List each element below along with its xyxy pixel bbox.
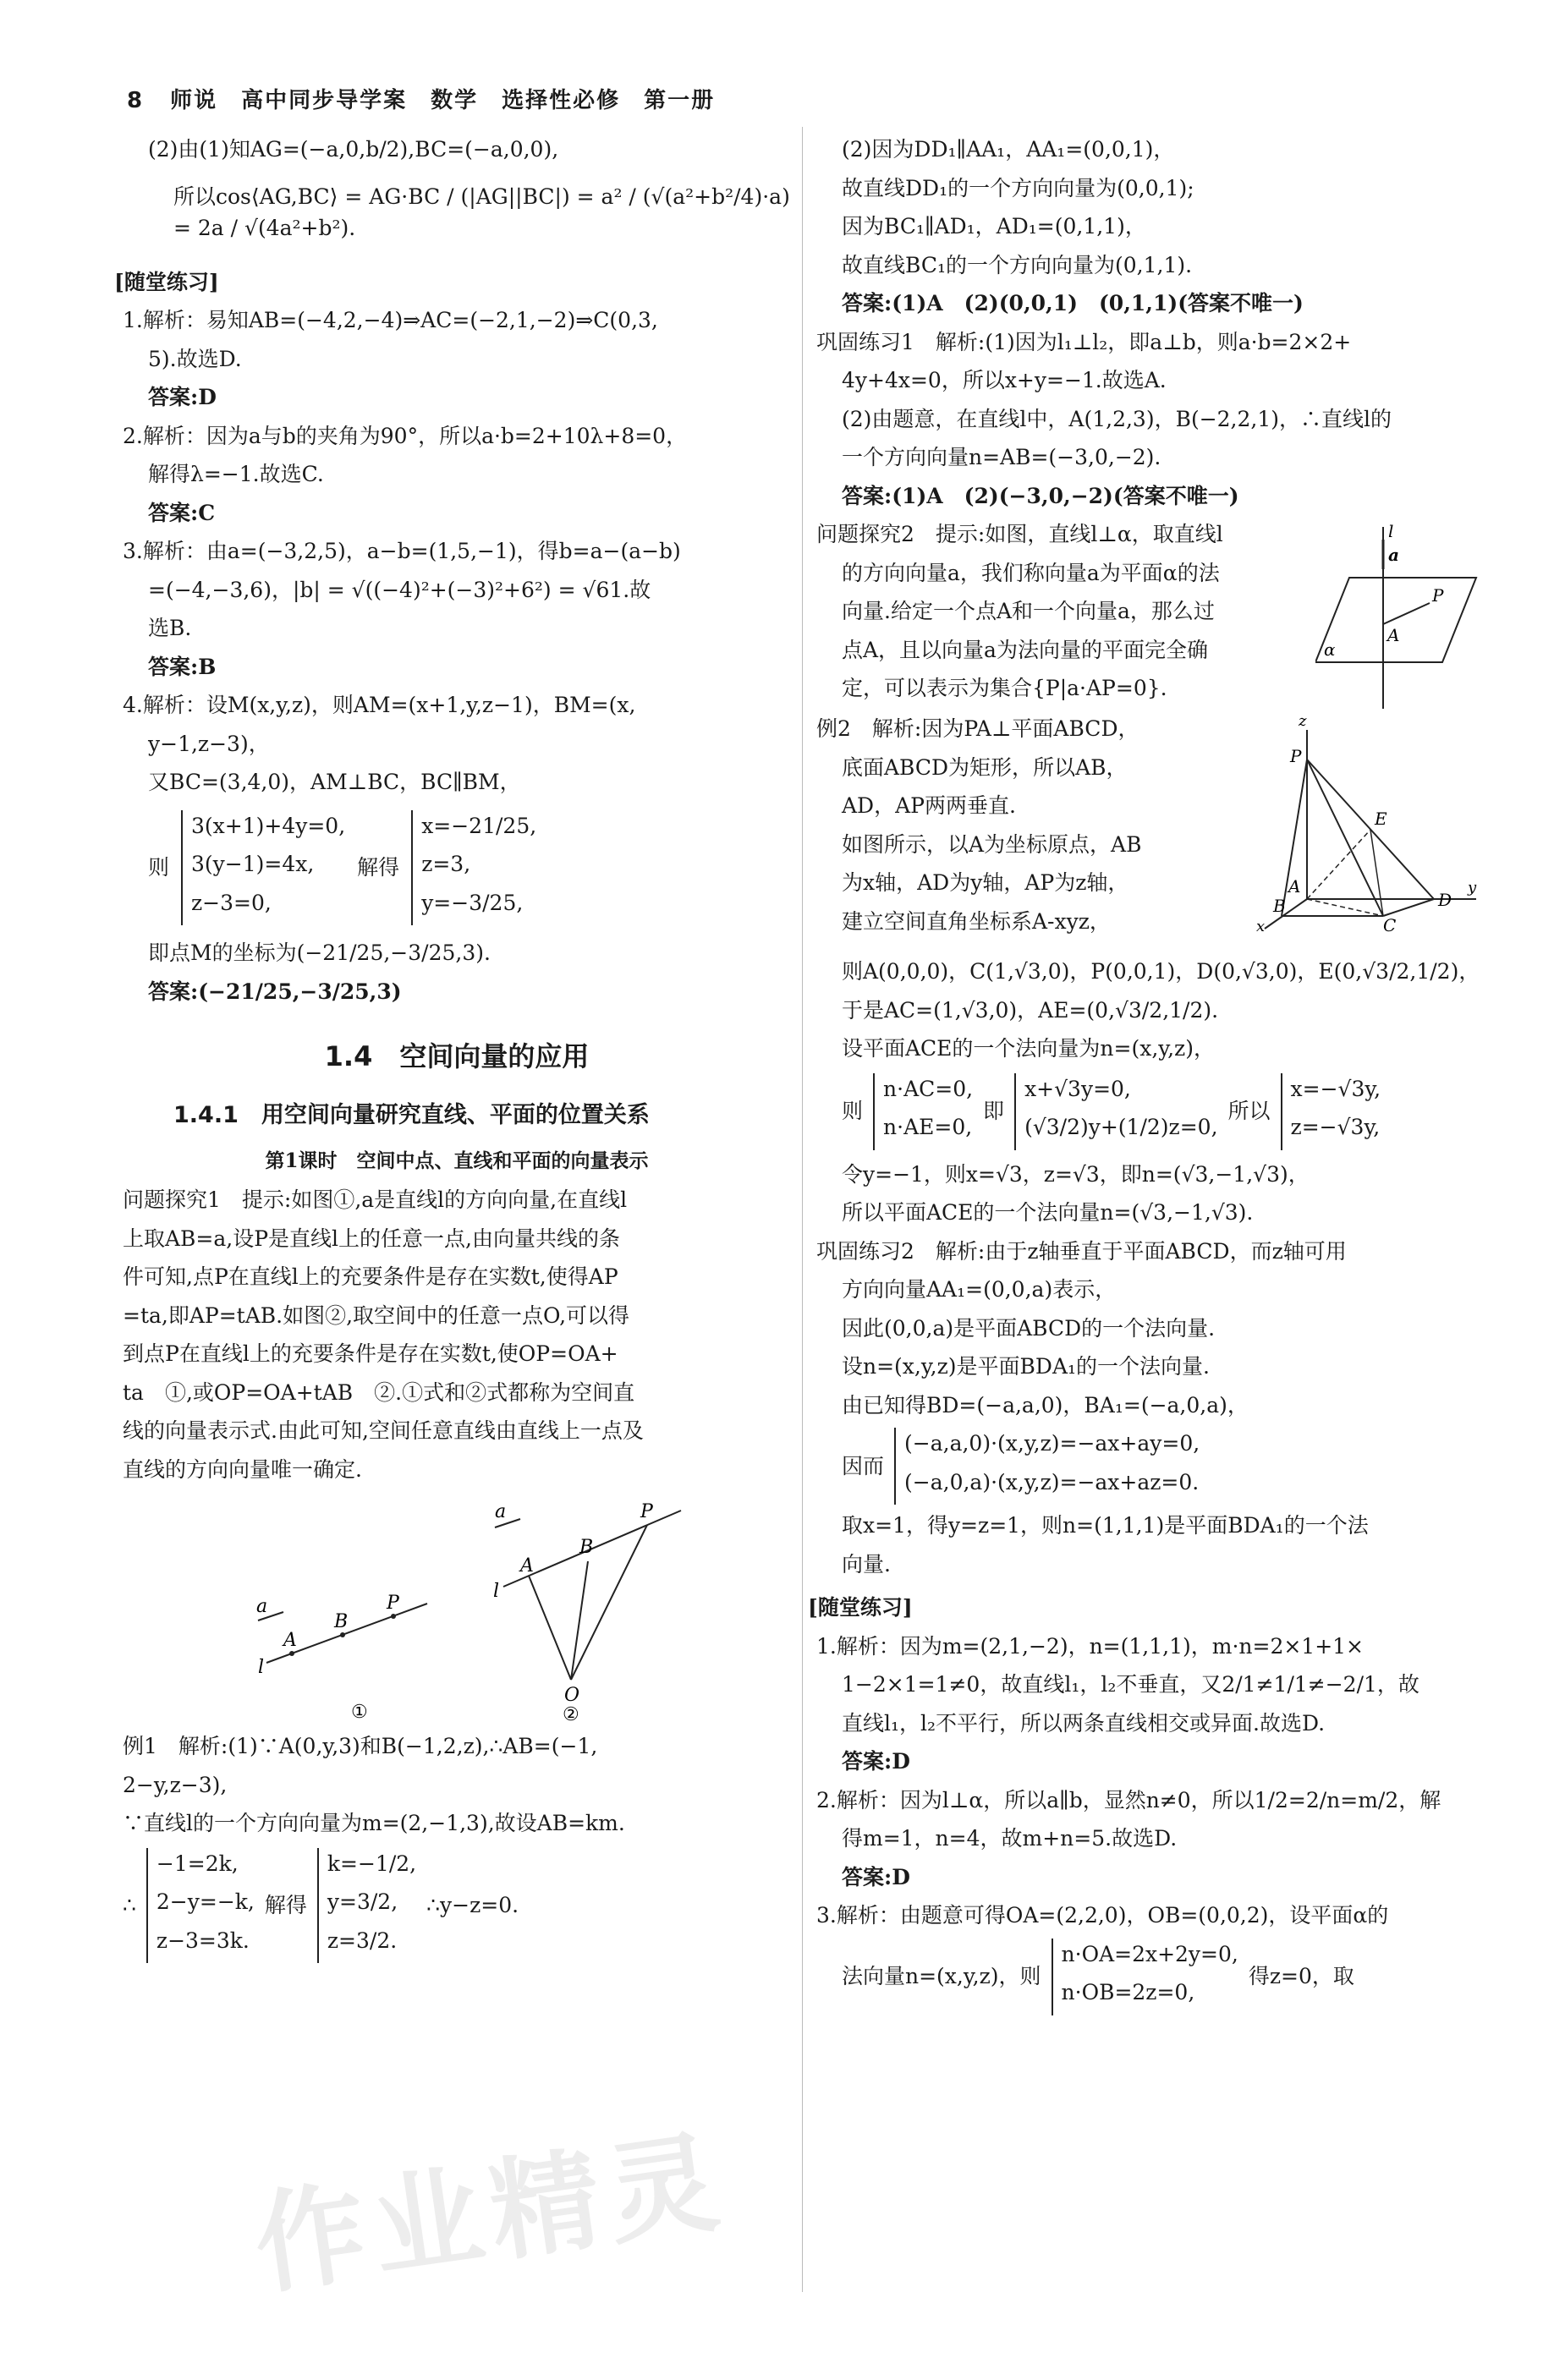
equation: n·OB=2z=0, <box>1061 1980 1195 2004</box>
question-2: 2.解析：因为a与b的夹角为90°，所以a·b=2+10λ+8=0， <box>123 423 688 448</box>
point-P <box>391 1614 396 1619</box>
text-line: 令y=−1，则x=√3，z=√3，即n=(√3,−1,√3)， <box>842 1161 1310 1187</box>
text-line: 故直线BC₁的一个方向向量为(0,1,1). <box>842 252 1193 277</box>
consolidate-2: 巩固练习2 解析:由于z轴垂直于平面ABCD，而z轴可用 <box>816 1238 1347 1264</box>
label-P: P <box>640 1501 653 1522</box>
text-line: 5).故选D. <box>148 346 242 371</box>
equation: (−a,a,0)·(x,y,z)=−ax+ay=0, <box>904 1431 1200 1456</box>
label-B: B <box>1273 896 1286 916</box>
coordinate-figure <box>1256 713 1485 933</box>
text-line: 得m=1，n=4，故m+n=5.故选D. <box>842 1826 1178 1851</box>
label-x: x <box>1256 918 1266 933</box>
figure-1 <box>256 1593 427 1722</box>
text-line: 又BC=(3,4,0)，AM⊥BC，BC∥BM， <box>148 770 521 794</box>
label-B: B <box>579 1537 594 1558</box>
text-line: 解得λ=−1.故选C. <box>148 462 324 486</box>
label-a: a <box>256 1596 268 1617</box>
point-B <box>340 1632 345 1637</box>
text-line: 4y+4x=0，所以x+y=−1.故选A. <box>842 368 1167 392</box>
text-line: 定，可以表示为集合{P|a·AP=0}. <box>842 676 1167 700</box>
practice-heading: [随堂练习] <box>114 269 219 294</box>
system-mid: 所以 <box>1227 1099 1271 1124</box>
figure-2-caption: ② <box>563 1704 579 1722</box>
label-y: y <box>1468 879 1477 897</box>
lesson-title: 第1课时 空间中点、直线和平面的向量表示 <box>265 1149 649 1172</box>
equation: n·AC=0, <box>883 1076 974 1101</box>
example-2: 例2 解析:因为PA⊥平面ABCD， <box>816 716 1139 741</box>
watermark: 作业精灵 <box>247 2116 734 2311</box>
text-line: ta ①,或OP=OA+tAB ②.①式和②式都称为空间直 <box>123 1379 635 1405</box>
text-line: 线的向量表示式.由此可知,空间任意直线由直线上一点及 <box>123 1418 644 1443</box>
text-line: 直线的方向向量唯一确定. <box>123 1456 362 1482</box>
text-line: 即点M的坐标为(−21/25,−3/25,3). <box>148 940 491 965</box>
label-alpha: α <box>1324 639 1336 660</box>
equation: y=3/2, <box>327 1889 398 1914</box>
equation: z=3, <box>421 852 471 876</box>
text-line: 如图所示，以A为坐标原点，AB <box>842 831 1142 857</box>
label-A: A <box>283 1630 297 1651</box>
figure-1-caption: ① <box>351 1702 368 1722</box>
text-line: 直线l₁，l₂不平行，所以两条直线相交或异面.故选D. <box>842 1710 1326 1736</box>
right-column <box>808 134 1485 2015</box>
system-1 <box>873 1073 973 1150</box>
text-line: (2)由题意，在直线l中，A(1,2,3)，B(−2,2,1)，∴直线l的 <box>842 406 1392 431</box>
answer: 答案:D <box>148 385 217 409</box>
label-A: A <box>520 1555 534 1577</box>
equation: z−3=3k. <box>156 1928 250 1953</box>
equation-system <box>816 1939 1485 2015</box>
text-line: 建立空间直角坐标系A-xyz， <box>842 908 1111 934</box>
equation: k=−1/2, <box>327 1851 417 1876</box>
edge-CD <box>1383 899 1434 916</box>
label-a: a <box>495 1501 507 1522</box>
page-header <box>127 85 804 118</box>
text-line: 所以平面ACE的一个法向量n=(√3,−1,√3). <box>842 1200 1254 1225</box>
axis-x <box>1265 899 1307 929</box>
text-line: 底面ABCD为矩形，所以AB， <box>842 754 1128 780</box>
text-line: =(−4,−3,6)，|b| = √((−4)²+(−3)²+6²) = √61.故 <box>148 577 651 602</box>
text-line: 的方向向量a，我们称向量a为平面α的法 <box>842 560 1220 585</box>
system-right <box>411 810 536 926</box>
equation: −1=2k, <box>156 1851 239 1876</box>
text-line: 方向向量AA₁=(0,0,a)表示， <box>842 1277 1117 1302</box>
text-line: 一个方向向量n=AB=(−3,0,−2). <box>842 445 1161 469</box>
label-O: O <box>564 1685 580 1706</box>
equation: (√3/2)y+(1/2)z=0, <box>1024 1115 1218 1139</box>
figure-2 <box>493 1501 681 1722</box>
vector-AP <box>1383 603 1430 624</box>
explore-2: 问题探究2 提示:如图，直线l⊥α，取直线l <box>816 522 1223 546</box>
line-figures <box>241 1494 715 1722</box>
text-line: 上取AB=a,设P是直线l上的任意一点,由向量共线的条 <box>123 1226 620 1251</box>
text-line: 点A，且以向量a为法向量的平面完全确 <box>842 637 1208 662</box>
example-1: 例1 解析:(1)∵A(0,y,3)和B(−1,2,z),∴AB=(−1, <box>123 1734 598 1758</box>
equation: z=3/2. <box>327 1928 398 1953</box>
conclusion: ∴y−z=0. <box>426 1893 519 1917</box>
text-line: 因为BC₁∥AD₁，AD₁=(0,1,1)， <box>842 214 1146 239</box>
answer: 答案:B <box>148 654 217 679</box>
label-A: A <box>1288 876 1301 897</box>
system-mid: 解得 <box>357 855 400 880</box>
text-line: 设平面ACE的一个法向量为n=(x,y,z)， <box>842 1036 1215 1061</box>
equation: 3(y−1)=4x, <box>191 852 315 876</box>
question-3: 3.解析：由a=(−3,2,5)，a−b=(1,5,−1)，得b=a−(a−b) <box>123 539 681 563</box>
consolidate-1: 巩固练习1 解析:(1)因为l₁⊥l₂，即a⊥b，则a·b=2×2+ <box>816 329 1352 354</box>
question-2: 2.解析：因为l⊥α，所以a∥b，显然n≠0，所以1/2=2/n=m/2，解 <box>816 1787 1441 1812</box>
question-1: 1.解析：因为m=(2,1,−2)，n=(1,1,1)，m·n=2×1+1× <box>816 1633 1364 1659</box>
text-line: 件可知,点P在直线l上的充要条件是存在实数t,使得AP <box>123 1264 618 1289</box>
text-line: 于是AC=(1,√3,0)，AE=(0,√3/2,1/2). <box>842 997 1219 1023</box>
text-line: 为x轴，AD为y轴，AP为z轴， <box>842 870 1129 895</box>
text-line: 故直线DD₁的一个方向向量为(0,0,1); <box>842 175 1194 200</box>
label-E: E <box>1375 809 1387 829</box>
answer: 答案:D <box>842 1749 910 1774</box>
label-C: C <box>1383 915 1397 933</box>
plane-alpha <box>1315 578 1476 662</box>
label-z: z <box>1299 713 1307 730</box>
equation: 2−y=−k, <box>156 1889 255 1914</box>
question-3: 3.解析：由题意可得OA=(2,2,0)，OB=(0,0,2)，设平面α的 <box>816 1903 1389 1928</box>
system-right <box>317 1848 416 1964</box>
text-line: ∵直线l的一个方向向量为m=(2,−1,3),故设AB=km. <box>123 1811 625 1835</box>
equation: z=−√3y, <box>1290 1115 1381 1139</box>
system-lead: 因而 <box>842 1453 885 1478</box>
equation-system <box>816 1428 1485 1505</box>
practice-heading: [随堂练习] <box>808 1595 913 1620</box>
system-lead: 则 <box>148 855 170 880</box>
equation: x+√3y=0, <box>1024 1076 1131 1101</box>
label-P: P <box>1290 746 1302 766</box>
left-column <box>114 134 791 1963</box>
text-line: 向量.给定一个点A和一个向量a，那么过 <box>842 599 1215 623</box>
text-line: 到点P在直线l上的充要条件是存在实数t,使OP=OA+ <box>123 1341 618 1366</box>
system-lead: ∴ <box>123 1893 136 1917</box>
text-line: 由已知得BD=(−a,a,0)，BA₁=(−a,0,a)， <box>842 1392 1249 1418</box>
label-P: P <box>1432 585 1444 606</box>
equation: x=−√3y, <box>1290 1076 1381 1101</box>
label-D: D <box>1438 890 1452 910</box>
system-2 <box>1014 1073 1217 1150</box>
column-divider <box>802 127 803 2292</box>
text-line: 2−y,z−3), <box>123 1772 228 1797</box>
equation: n·OA=2x+2y=0, <box>1061 1941 1238 1966</box>
system-mid: 解得 <box>264 1893 307 1917</box>
book-title: 师说 高中同步导学案 数学 选择性必修 第一册 <box>170 88 716 113</box>
equation: 3(x+1)+4y=0, <box>191 813 346 838</box>
text-line: 取x=1，得y=z=1，则n=(1,1,1)是平面BDA₁的一个法 <box>842 1513 1369 1538</box>
equation: y=−3/25, <box>421 890 524 915</box>
text-line: =ta,即AP=tAB.如图②,取空间中的任意一点O,可以得 <box>123 1302 630 1328</box>
equation: x=−21/25, <box>421 813 537 838</box>
label-l: l <box>493 1581 500 1602</box>
text-line: 设n=(x,y,z)是平面BDA₁的一个法向量. <box>842 1354 1210 1379</box>
formula-line: 所以cos⟨AG,BC⟩ = AG·BC / (|AG||BC|) = a² / (√(a²+b²/4)·a) = 2a / √(4a²+b²). <box>173 184 790 240</box>
page-number: 8 <box>127 88 145 113</box>
system-1 <box>894 1428 1200 1505</box>
section-title: 1.4 空间向量的应用 <box>324 1040 590 1072</box>
label-B: B <box>334 1611 349 1632</box>
explore-1: 问题探究1 提示:如图①,a是直线l的方向向量,在直线l <box>123 1187 628 1212</box>
text-line: 因此(0,0,a)是平面ABCD的一个法向量. <box>842 1315 1216 1341</box>
question-4: 4.解析：设M(x,y,z)，则AM=(x+1,y,z−1)，BM=(x, <box>123 693 636 717</box>
label-A: A <box>1387 625 1400 645</box>
system-tail: 得z=0，取 <box>1248 1964 1354 1989</box>
text-line: y−1,z−3)， <box>148 731 270 756</box>
label-a: a <box>1388 545 1399 565</box>
label-P: P <box>387 1593 399 1614</box>
equation-system <box>816 1073 1485 1150</box>
subsection-title: 1.4.1 用空间向量研究直线、平面的位置关系 <box>173 1102 650 1128</box>
equation: z−3=0, <box>191 890 272 915</box>
equation-system <box>123 810 791 926</box>
segment-AE <box>1307 830 1370 899</box>
equation: n·AE=0, <box>883 1115 973 1139</box>
equation: (−a,0,a)·(x,y,z)=−ax+az=0. <box>904 1469 1200 1494</box>
system-left <box>181 810 345 926</box>
system-left <box>146 1848 255 1964</box>
point-A <box>289 1651 294 1656</box>
segment-AC <box>1307 899 1383 916</box>
label-l: l <box>1388 521 1394 541</box>
answer: 答案:(1)A (2)(0,0,1) (0,1,1)(答案不唯一) <box>842 291 1304 315</box>
system-3 <box>1281 1073 1381 1150</box>
text-line: 则A(0,0,0)，C(1,√3,0)，P(0,0,1)，D(0,√3,0)，E(0,√3/2,1/2)， <box>842 959 1480 984</box>
text-line: (2)由(1)知AG=(−a,0,b/2),BC=(−a,0,0), <box>148 137 559 162</box>
question-1: 1.解析：易知AB=(−4,2,−4)⇒AC=(−2,1,−2)⇒C(0,3, <box>123 308 658 332</box>
text-line: 选B. <box>148 616 192 640</box>
system-lead: 法向量n=(x,y,z)，则 <box>842 1964 1041 1989</box>
plane-normal-figure <box>1315 518 1485 713</box>
answer: 答案:(−21/25,−3/25,3) <box>148 979 402 1004</box>
text-line: (2)因为DD₁∥AA₁，AA₁=(0,0,1)， <box>842 137 1175 162</box>
text-line: 1−2×1=1≠0，故直线l₁，l₂不垂直，又2/1≠1/1≠−2/1，故 <box>842 1672 1419 1697</box>
answer: 答案:(1)A (2)(−3,0,−2)(答案不唯一) <box>842 483 1239 508</box>
answer: 答案:C <box>148 500 216 525</box>
segment-OA <box>529 1576 571 1680</box>
label-l: l <box>258 1657 265 1678</box>
answer: 答案:D <box>842 1864 910 1889</box>
system-1 <box>1052 1939 1238 2015</box>
system-lead: 则 <box>842 1099 864 1124</box>
text-line: AD，AP两两垂直. <box>842 793 1016 818</box>
system-mid: 即 <box>983 1099 1005 1124</box>
text-line: 向量. <box>842 1551 891 1577</box>
equation-system <box>123 1848 791 1964</box>
